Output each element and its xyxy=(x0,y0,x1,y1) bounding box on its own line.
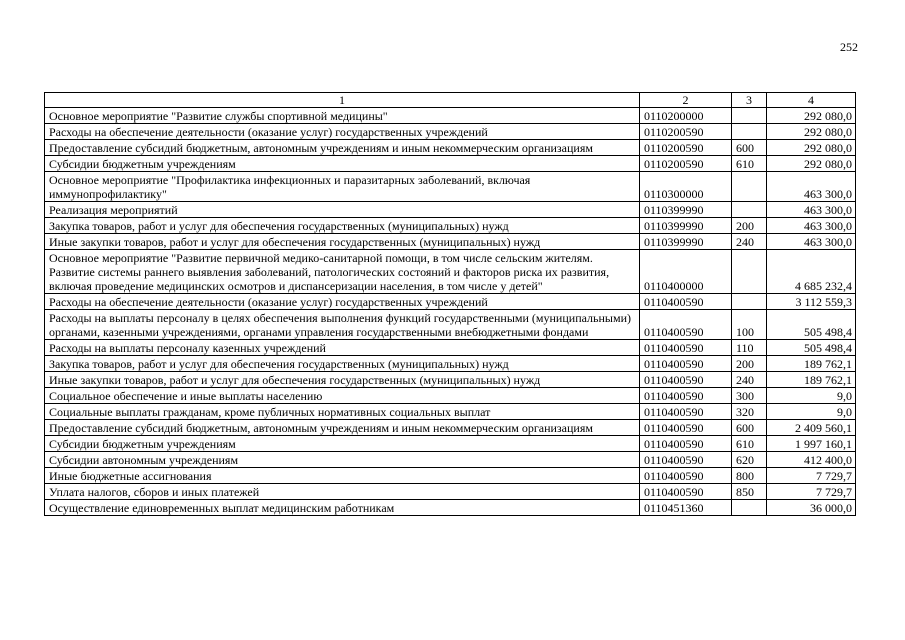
table-row xyxy=(45,404,856,420)
row-code-cell: 0110400590 xyxy=(640,356,732,372)
table-row xyxy=(45,156,856,172)
row-type-cell: 200 xyxy=(732,218,767,234)
row-code-cell: 0110400590 xyxy=(640,294,732,310)
table-body xyxy=(45,108,856,516)
row-name-cell: Основное мероприятие "Развитие службы спортивной медицины" xyxy=(45,108,640,124)
row-code-cell: 0110400590 xyxy=(640,420,732,436)
row-amount-cell: 36 000,0 xyxy=(767,500,856,516)
row-amount-cell: 3 112 559,3 xyxy=(767,294,856,310)
table-row xyxy=(45,468,856,484)
budget-table xyxy=(44,92,856,516)
table-row xyxy=(45,372,856,388)
row-amount-cell: 292 080,0 xyxy=(767,124,856,140)
row-code-cell: 0110200590 xyxy=(640,124,732,140)
table-row xyxy=(45,484,856,500)
row-amount-cell: 9,0 xyxy=(767,404,856,420)
row-type-cell xyxy=(732,202,767,218)
row-amount-cell: 292 080,0 xyxy=(767,108,856,124)
row-code-cell: 0110300000 xyxy=(640,172,732,202)
row-type-cell: 600 xyxy=(732,420,767,436)
table-row xyxy=(45,340,856,356)
row-amount-cell: 7 729,7 xyxy=(767,468,856,484)
row-name-cell: Расходы на обеспечение деятельности (оказание услуг) государственных учреждений xyxy=(45,124,640,140)
row-type-cell xyxy=(732,250,767,294)
row-amount-cell: 505 498,4 xyxy=(767,340,856,356)
table-header-row xyxy=(45,93,856,108)
row-name-cell: Социальные выплаты гражданам, кроме публичных нормативных социальных выплат xyxy=(45,404,640,420)
table-row xyxy=(45,452,856,468)
row-amount-cell: 292 080,0 xyxy=(767,156,856,172)
table-row xyxy=(45,234,856,250)
row-code-cell: 0110400590 xyxy=(640,404,732,420)
row-name-cell: Уплата налогов, сборов и иных платежей xyxy=(45,484,640,500)
row-type-cell xyxy=(732,500,767,516)
row-amount-cell: 463 300,0 xyxy=(767,202,856,218)
row-name-cell: Расходы на выплаты персоналу казенных учреждений xyxy=(45,340,640,356)
table-row xyxy=(45,108,856,124)
row-amount-cell: 463 300,0 xyxy=(767,218,856,234)
row-type-cell: 850 xyxy=(732,484,767,500)
row-code-cell: 0110400000 xyxy=(640,250,732,294)
header-amount-column: 4 xyxy=(767,93,856,108)
row-code-cell: 0110200000 xyxy=(640,108,732,124)
table-row xyxy=(45,500,856,516)
row-amount-cell: 292 080,0 xyxy=(767,140,856,156)
table-row xyxy=(45,294,856,310)
row-name-cell: Иные закупки товаров, работ и услуг для обеспечения государственных (муниципальных) нужд xyxy=(45,234,640,250)
row-name-cell: Субсидии бюджетным учреждениям xyxy=(45,436,640,452)
row-name-cell: Реализация мероприятий xyxy=(45,202,640,218)
row-code-cell: 0110400590 xyxy=(640,468,732,484)
row-code-cell: 0110399990 xyxy=(640,202,732,218)
table-row xyxy=(45,388,856,404)
table-row xyxy=(45,172,856,202)
row-amount-cell: 2 409 560,1 xyxy=(767,420,856,436)
row-type-cell xyxy=(732,124,767,140)
table-row xyxy=(45,310,856,340)
table-row xyxy=(45,202,856,218)
row-name-cell: Субсидии бюджетным учреждениям xyxy=(45,156,640,172)
row-code-cell: 0110400590 xyxy=(640,310,732,340)
row-name-cell: Расходы на выплаты персоналу в целях обеспечения выполнения функций государственными (муниципальными) органами, казенными учреждениями, органами управления государственными внебюджетными фондами xyxy=(45,310,640,340)
row-type-cell: 240 xyxy=(732,372,767,388)
row-type-cell: 200 xyxy=(732,356,767,372)
row-amount-cell: 463 300,0 xyxy=(767,172,856,202)
row-code-cell: 0110400590 xyxy=(640,436,732,452)
row-name-cell: Иные бюджетные ассигнования xyxy=(45,468,640,484)
row-type-cell: 610 xyxy=(732,436,767,452)
row-name-cell: Расходы на обеспечение деятельности (оказание услуг) государственных учреждений xyxy=(45,294,640,310)
row-code-cell: 0110400590 xyxy=(640,340,732,356)
row-name-cell: Социальное обеспечение и иные выплаты населению xyxy=(45,388,640,404)
row-amount-cell: 7 729,7 xyxy=(767,484,856,500)
table-row xyxy=(45,420,856,436)
table-row xyxy=(45,436,856,452)
row-type-cell: 110 xyxy=(732,340,767,356)
header-name-column: 1 xyxy=(45,93,640,108)
header-code-column: 2 xyxy=(640,93,732,108)
row-code-cell: 0110399990 xyxy=(640,234,732,250)
row-code-cell: 0110400590 xyxy=(640,452,732,468)
row-type-cell: 300 xyxy=(732,388,767,404)
row-name-cell: Предоставление субсидий бюджетным, автономным учреждениям и иным некоммерческим организациям xyxy=(45,140,640,156)
page-number: 252 xyxy=(840,40,858,54)
table-row xyxy=(45,356,856,372)
row-type-cell xyxy=(732,294,767,310)
row-amount-cell: 4 685 232,4 xyxy=(767,250,856,294)
row-name-cell: Субсидии автономным учреждениям xyxy=(45,452,640,468)
row-code-cell: 0110400590 xyxy=(640,484,732,500)
row-code-cell: 0110200590 xyxy=(640,140,732,156)
row-name-cell: Закупка товаров, работ и услуг для обеспечения государственных (муниципальных) нужд xyxy=(45,356,640,372)
table-row xyxy=(45,218,856,234)
row-amount-cell: 1 997 160,1 xyxy=(767,436,856,452)
row-type-cell xyxy=(732,108,767,124)
table-row xyxy=(45,140,856,156)
row-code-cell: 0110451360 xyxy=(640,500,732,516)
row-type-cell: 800 xyxy=(732,468,767,484)
row-name-cell: Основное мероприятие "Профилактика инфекционных и паразитарных заболеваний, включая иммунопрофилактику" xyxy=(45,172,640,202)
row-type-cell: 600 xyxy=(732,140,767,156)
row-type-cell: 610 xyxy=(732,156,767,172)
row-type-cell: 240 xyxy=(732,234,767,250)
row-type-cell xyxy=(732,172,767,202)
row-name-cell: Иные закупки товаров, работ и услуг для обеспечения государственных (муниципальных) нужд xyxy=(45,372,640,388)
row-amount-cell: 505 498,4 xyxy=(767,310,856,340)
row-type-cell: 100 xyxy=(732,310,767,340)
row-code-cell: 0110399990 xyxy=(640,218,732,234)
row-type-cell: 320 xyxy=(732,404,767,420)
row-name-cell: Осуществление единовременных выплат медицинским работникам xyxy=(45,500,640,516)
row-name-cell: Предоставление субсидий бюджетным, автономным учреждениям и иным некоммерческим организациям xyxy=(45,420,640,436)
row-code-cell: 0110200590 xyxy=(640,156,732,172)
row-amount-cell: 412 400,0 xyxy=(767,452,856,468)
row-amount-cell: 463 300,0 xyxy=(767,234,856,250)
row-code-cell: 0110400590 xyxy=(640,372,732,388)
row-code-cell: 0110400590 xyxy=(640,388,732,404)
table-row xyxy=(45,250,856,294)
row-amount-cell: 189 762,1 xyxy=(767,356,856,372)
row-name-cell: Основное мероприятие "Развитие первичной медико-санитарной помощи, в том числе сельским жителям. Развитие системы раннего выявления заболеваний, патологических состояний и факторов риска их развития, включая проведение медицинских осмотров и диспансеризации населения, в том числе у детей" xyxy=(45,250,640,294)
row-amount-cell: 9,0 xyxy=(767,388,856,404)
row-name-cell: Закупка товаров, работ и услуг для обеспечения государственных (муниципальных) нужд xyxy=(45,218,640,234)
header-type-column: 3 xyxy=(732,93,767,108)
table-row xyxy=(45,124,856,140)
row-amount-cell: 189 762,1 xyxy=(767,372,856,388)
row-type-cell: 620 xyxy=(732,452,767,468)
